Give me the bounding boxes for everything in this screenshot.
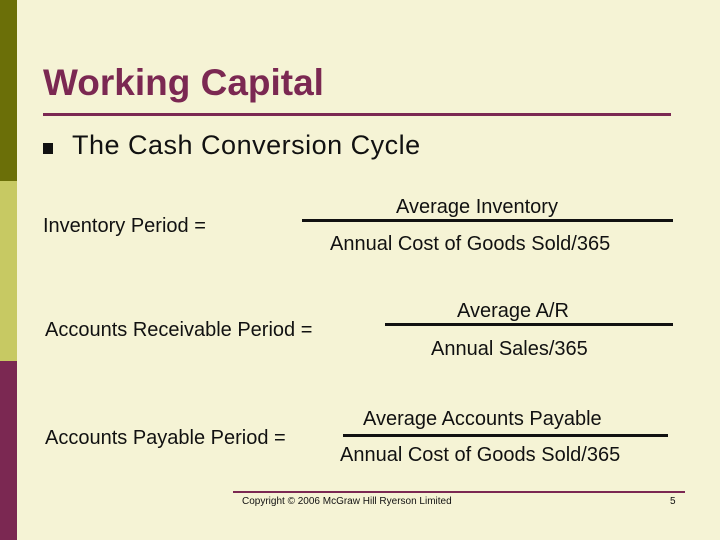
receivable-period-label: Accounts Receivable Period = — [45, 319, 313, 341]
receivable-period-fraction-line — [385, 323, 673, 326]
slide-title: Working Capital — [43, 62, 324, 103]
title-divider — [43, 113, 671, 116]
inventory-period-label: Inventory Period = — [43, 215, 206, 237]
bullet-square-icon — [43, 143, 53, 154]
inventory-period-denominator: Annual Cost of Goods Sold/365 — [330, 233, 611, 255]
page-number: 5 — [670, 496, 676, 507]
side-bar-bottom — [0, 361, 17, 540]
payable-period-fraction-line — [343, 434, 668, 437]
side-bar-top — [0, 0, 17, 181]
receivable-period-denominator: Annual Sales/365 — [431, 338, 588, 360]
footer-divider — [233, 491, 685, 493]
inventory-period-fraction-line — [302, 219, 673, 222]
receivable-period-numerator: Average A/R — [457, 300, 569, 322]
copyright-text: Copyright © 2006 McGraw Hill Ryerson Limited — [242, 496, 452, 507]
payable-period-label: Accounts Payable Period = — [45, 427, 286, 449]
inventory-period-numerator: Average Inventory — [396, 196, 558, 218]
side-bar-middle — [0, 181, 17, 361]
payable-period-denominator: Annual Cost of Goods Sold/365 — [340, 444, 621, 466]
payable-period-numerator: Average Accounts Payable — [363, 408, 602, 430]
bullet-text: The Cash Conversion Cycle — [72, 130, 421, 160]
